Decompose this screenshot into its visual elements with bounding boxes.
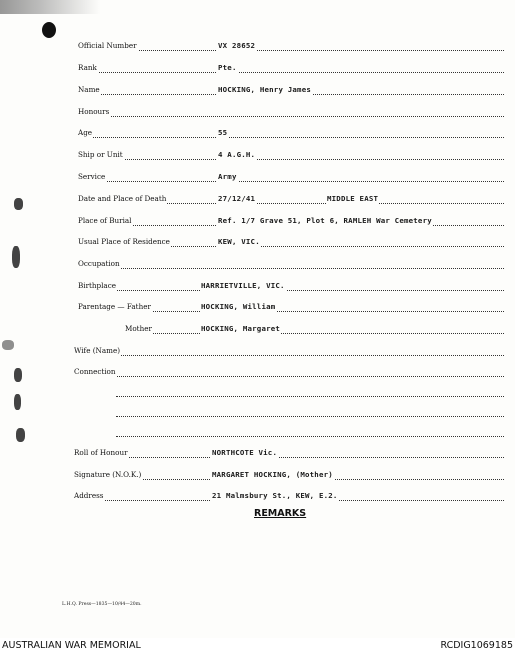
field-name bbox=[78, 85, 504, 99]
dotted-line bbox=[116, 396, 504, 397]
label-residence: Usual Place of Residence bbox=[78, 235, 171, 249]
connection-line-2 bbox=[116, 387, 504, 401]
field-mother bbox=[125, 324, 504, 338]
binding-mark-6 bbox=[16, 428, 25, 442]
label-address: Address bbox=[74, 489, 104, 503]
archive-footer bbox=[0, 638, 515, 654]
field-wife bbox=[74, 346, 504, 360]
value-ship-or-unit: 4 A.G.H. bbox=[217, 148, 256, 162]
label-age: Age bbox=[78, 126, 93, 140]
dotted-line bbox=[78, 268, 504, 269]
field-age bbox=[78, 128, 504, 142]
label-rank: Rank bbox=[78, 61, 98, 75]
field-signature bbox=[74, 470, 504, 484]
label-death: Date and Place of Death bbox=[78, 192, 167, 206]
dotted-line bbox=[116, 416, 504, 417]
connection-line-4 bbox=[116, 427, 504, 441]
value-signature: MARGARET HOCKING, (Mother) bbox=[211, 468, 334, 482]
dotted-line bbox=[78, 137, 504, 138]
value-address: 21 Malmsbury St., KEW, E.2. bbox=[211, 489, 339, 503]
label-occupation: Occupation bbox=[78, 257, 121, 271]
value-father: HOCKING, William bbox=[200, 300, 276, 314]
value-mother: HOCKING, Margaret bbox=[200, 322, 281, 336]
dotted-line bbox=[74, 355, 504, 356]
value-death-place: MIDDLE EAST bbox=[326, 192, 379, 206]
value-residence: KEW, VIC. bbox=[217, 235, 261, 249]
value-service: Army bbox=[217, 170, 238, 184]
value-official-number: VX 28652 bbox=[217, 39, 256, 53]
value-burial: Ref. 1/7 Grave 51, Plot 6, RAMLEH War Cemetery bbox=[217, 214, 433, 228]
label-name: Name bbox=[78, 83, 101, 97]
value-rank: Pte. bbox=[217, 61, 238, 75]
label-father: Parentage — Father bbox=[78, 300, 152, 314]
field-occupation bbox=[78, 259, 504, 273]
value-age: 55 bbox=[217, 126, 228, 140]
label-roll-of-honour: Roll of Honour bbox=[74, 446, 129, 460]
field-ship-or-unit bbox=[78, 150, 504, 164]
field-connection bbox=[74, 367, 504, 381]
dotted-line bbox=[78, 181, 504, 182]
field-rank bbox=[78, 63, 504, 77]
binding-mark-1 bbox=[14, 198, 23, 210]
label-burial: Place of Burial bbox=[78, 214, 133, 228]
connection-line-3 bbox=[116, 407, 504, 421]
punch-hole-top bbox=[42, 22, 56, 38]
field-address bbox=[74, 491, 504, 505]
dotted-line bbox=[74, 457, 504, 458]
label-wife: Wife (Name) bbox=[74, 344, 121, 358]
label-mother: Mother bbox=[125, 322, 153, 336]
field-honours bbox=[78, 107, 504, 121]
field-residence bbox=[78, 237, 504, 251]
label-connection: Connection bbox=[74, 365, 117, 379]
field-service bbox=[78, 172, 504, 186]
footer-record-id: RCDIG1069185 bbox=[440, 640, 513, 651]
field-birthplace bbox=[78, 281, 504, 295]
footer-institution: AUSTRALIAN WAR MEMORIAL bbox=[2, 640, 141, 651]
field-death bbox=[78, 194, 504, 208]
dotted-line bbox=[78, 50, 504, 51]
field-burial bbox=[78, 216, 504, 230]
dotted-line bbox=[74, 376, 504, 377]
binding-mark-3 bbox=[2, 340, 14, 350]
field-father bbox=[78, 302, 504, 316]
field-roll-of-honour bbox=[74, 448, 504, 462]
label-official-number: Official Number bbox=[78, 39, 138, 53]
field-official-number bbox=[78, 41, 504, 55]
dotted-line bbox=[78, 72, 504, 73]
label-ship-or-unit: Ship or Unit bbox=[78, 148, 124, 162]
scan-shadow bbox=[0, 0, 100, 14]
remarks-heading: REMARKS bbox=[254, 508, 307, 519]
label-signature: Signature (N.O.K.) bbox=[74, 468, 142, 482]
label-service: Service bbox=[78, 170, 106, 184]
dotted-line bbox=[116, 436, 504, 437]
value-name: HOCKING, Henry James bbox=[217, 83, 312, 97]
printer-imprint: L.H.Q. Press—1835—10/44—20m. bbox=[62, 602, 142, 607]
binding-mark-5 bbox=[14, 394, 21, 410]
label-birthplace: Birthplace bbox=[78, 279, 117, 293]
dotted-line bbox=[78, 116, 504, 117]
binding-mark-4 bbox=[14, 368, 22, 382]
value-death-date: 27/12/41 bbox=[217, 192, 256, 206]
dotted-line bbox=[78, 290, 504, 291]
dotted-line bbox=[125, 333, 504, 334]
value-birthplace: HARRIETVILLE, VIC. bbox=[200, 279, 286, 293]
dotted-line bbox=[78, 159, 504, 160]
binding-mark-2 bbox=[12, 246, 20, 268]
label-honours: Honours bbox=[78, 105, 110, 119]
value-roll-of-honour: NORTHCOTE Vic. bbox=[211, 446, 278, 460]
